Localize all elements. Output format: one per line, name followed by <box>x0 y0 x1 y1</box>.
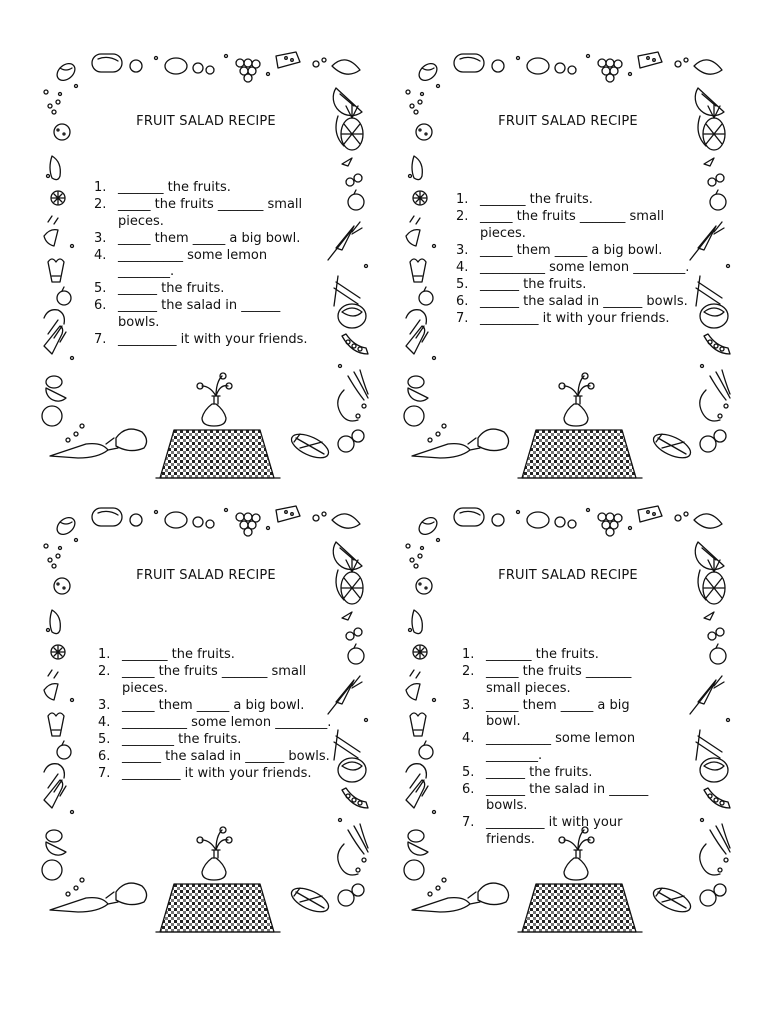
step-text: __________ some lemon ________. <box>486 731 636 763</box>
step-number: 2. <box>456 209 469 224</box>
step-item <box>462 731 662 764</box>
step-text: ______ the salad in ______ bowls. <box>480 293 688 309</box>
step-text: ______ the salad in ______ bowls. <box>118 298 281 330</box>
step-text: _________ it with your friends. <box>486 815 623 847</box>
recipe-card-2 <box>398 46 738 486</box>
step-text: _____ the fruits _______ small pieces. <box>486 664 632 696</box>
step-item <box>94 180 319 197</box>
step-item <box>94 231 319 248</box>
step-number: 4. <box>462 731 475 746</box>
step-text: ______ the fruits. <box>486 764 593 780</box>
step-text: ________ the fruits. <box>122 731 242 747</box>
step-number: 5. <box>456 276 469 292</box>
step-number: 1. <box>462 647 475 662</box>
step-item <box>456 209 691 242</box>
step-number: 2. <box>462 664 475 679</box>
step-item <box>456 311 691 328</box>
step-text: _______ the fruits. <box>480 192 593 207</box>
step-item <box>456 260 691 277</box>
card-title: FRUIT SALAD RECIPE <box>498 114 638 129</box>
step-number: 7. <box>98 765 111 781</box>
step-number: 6. <box>94 298 107 313</box>
step-item <box>462 698 662 731</box>
step-number: 7. <box>456 310 469 326</box>
step-number: 7. <box>94 331 107 347</box>
step-item <box>456 192 691 209</box>
step-item <box>98 766 333 783</box>
recipe-steps <box>456 192 691 328</box>
step-number: 5. <box>98 731 111 747</box>
step-item <box>462 765 662 782</box>
step-number: 4. <box>98 714 111 730</box>
step-text: _____ the fruits _______ small pieces. <box>122 664 307 696</box>
step-number: 2. <box>98 664 111 679</box>
step-item <box>98 749 333 766</box>
step-item <box>98 647 333 664</box>
step-item <box>98 664 333 697</box>
card-title: FRUIT SALAD RECIPE <box>498 568 638 583</box>
step-item <box>456 294 691 311</box>
step-number: 1. <box>456 192 469 207</box>
step-number: 6. <box>98 748 111 764</box>
step-number: 4. <box>456 259 469 275</box>
recipe-card-1 <box>36 46 376 486</box>
step-item <box>94 298 319 331</box>
card-title: FRUIT SALAD RECIPE <box>136 568 276 583</box>
step-number: 4. <box>94 247 107 263</box>
step-item <box>456 243 691 260</box>
step-item <box>456 277 691 294</box>
step-text: _____ them _____ a big bowl. <box>122 697 305 713</box>
step-item <box>94 197 319 230</box>
recipe-card-3 <box>36 500 376 940</box>
step-text: __________ some lemon ________. <box>480 259 690 275</box>
step-text: _______ the fruits. <box>486 647 599 662</box>
step-number: 1. <box>94 180 107 195</box>
step-item <box>462 664 662 697</box>
step-number: 3. <box>456 242 469 258</box>
step-number: 1. <box>98 647 111 662</box>
step-item <box>94 248 319 281</box>
step-text: ______ the salad in ______ bowls. <box>122 748 330 764</box>
recipe-card-4 <box>398 500 738 940</box>
step-number: 5. <box>94 281 107 296</box>
step-number: 7. <box>462 815 475 830</box>
step-text: __________ some lemon ________. <box>118 247 268 279</box>
step-text: _________ it with your friends. <box>480 310 670 326</box>
step-number: 3. <box>462 697 475 713</box>
step-text: _______ the fruits. <box>122 647 235 662</box>
step-text: _____ the fruits _______ small pieces. <box>480 209 665 241</box>
step-item <box>462 782 662 815</box>
step-number: 3. <box>98 697 111 713</box>
step-item <box>98 715 333 732</box>
step-item <box>462 647 662 664</box>
step-number: 3. <box>94 230 107 246</box>
step-text: _____ them _____ a big bowl. <box>480 242 663 258</box>
step-item <box>94 332 319 349</box>
step-item <box>94 281 319 298</box>
step-number: 6. <box>462 781 475 797</box>
step-text: _____ the fruits _______ small pieces. <box>118 197 303 229</box>
step-item <box>462 815 662 848</box>
step-text: _____ them _____ a big bowl. <box>118 230 301 246</box>
step-text: _______ the fruits. <box>118 180 231 195</box>
step-number: 2. <box>94 197 107 212</box>
step-text: _________ it with your friends. <box>122 765 312 781</box>
card-title: FRUIT SALAD RECIPE <box>136 114 276 129</box>
recipe-steps <box>462 647 662 849</box>
step-item <box>98 698 333 715</box>
recipe-steps <box>94 180 319 349</box>
step-number: 6. <box>456 293 469 309</box>
step-text: ______ the fruits. <box>480 276 587 292</box>
step-text: __________ some lemon ________. <box>122 714 332 730</box>
step-text: _________ it with your friends. <box>118 331 308 347</box>
step-text: ______ the fruits. <box>118 281 225 296</box>
step-number: 5. <box>462 764 475 780</box>
step-text: ______ the salad in ______ bowls. <box>486 781 649 813</box>
step-item <box>98 732 333 749</box>
step-text: _____ them _____ a big bowl. <box>486 697 630 729</box>
recipe-steps <box>98 647 333 783</box>
